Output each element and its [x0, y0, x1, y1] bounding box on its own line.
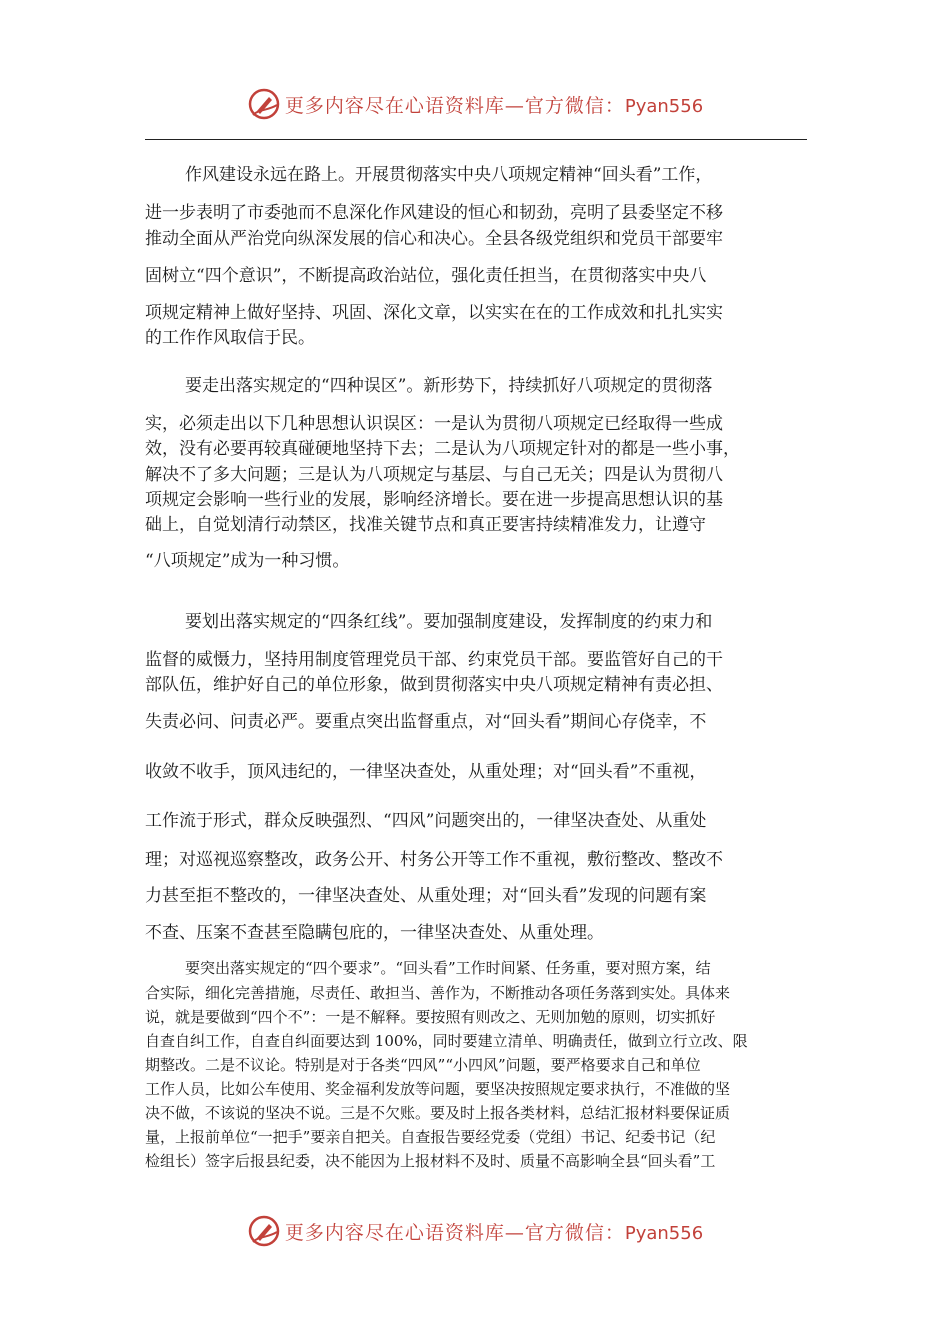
paragraph-line: 项规定精神上做好坚持、巩固、深化文章，以实实在在的工作成效和扎扎实实	[145, 303, 723, 323]
paragraph-line: 失责必问、问责必严。要重点突出监督重点，对“回头看”期间心存侥幸，不	[145, 712, 707, 732]
paragraph-line: 决不做，不该说的坚决不说。三是不欠账。要及时上报各类材料，总结汇报材料要保证质	[145, 1104, 731, 1122]
footer-wechat-id: Pyan556	[624, 1222, 704, 1244]
paragraph-line: 作风建设永远在路上。开展贯彻落实中央八项规定精神“回头看”工作，	[185, 165, 713, 185]
paragraph-line: 要突出落实规定的“四个要求”。“回头看”工作时间紧、任务重，要对照方案，结	[185, 959, 711, 977]
paragraph-line: 说，就是要做到“四个不”：一是不解释。要按照有则改之、无则加勉的原则，切实抓好	[145, 1008, 716, 1026]
paragraph-line: 项规定会影响一些行业的发展，影响经济增长。要在进一步提高思想认识的基	[145, 490, 723, 510]
paragraph-line: 部队伍，维护好自己的单位形象，做到贯彻落实中央八项规定精神有责必担、	[145, 675, 723, 695]
paragraph-line: 要走出落实规定的“四种误区”。新形势下，持续抓好八项规定的贯彻落	[185, 376, 713, 396]
paragraph-line: 检组长）签字后报县纪委，决不能因为上报材料不及时、质量不高影响全县“回头看”工	[145, 1152, 716, 1170]
paragraph-line: 要划出落实规定的“四条红线”。要加强制度建设，发挥制度的约束力和	[185, 612, 713, 632]
paragraph-line: 固树立“四个意识”，不断提高政治站位，强化责任担当，在贯彻落实中央八	[145, 266, 707, 286]
paragraph-line: 的工作作风取信于民。	[145, 328, 315, 348]
paragraph-line: 推动全面从严治党向纵深发展的信心和决心。全县各级党组织和党员干部要牢	[145, 229, 723, 249]
header-banner-text: 更多内容尽在心语资料库—官方微信：Pyan556	[284, 94, 704, 117]
paragraph-line: 础上，自觉划清行动禁区，找准关键节点和真正要害持续精准发力，让遵守	[145, 515, 706, 535]
paragraph-line: 监督的威慑力，坚持用制度管理党员干部、约束党员干部。要监管好自己的干	[145, 650, 723, 670]
paragraph-line: “八项规定”成为一种习惯。	[145, 551, 350, 571]
footer-banner-text: 更多内容尽在心语资料库—官方微信：Pyan556	[284, 1221, 704, 1244]
paragraph-line: 理；对巡视巡察整改，政务公开、村务公开等工作不重视，敷衍整改、整改不	[145, 850, 723, 870]
header-wechat-id: Pyan556	[624, 95, 704, 117]
paragraph-line: 量，上报前单位“一把手”要亲自把关。自查报告要经党委（党组）书记、纪委书记（纪	[145, 1128, 716, 1146]
header-divider	[145, 139, 807, 140]
paragraph-line: 收敛不收手，顶风违纪的，一律坚决查处，从重处理；对“回头看”不重视，	[145, 762, 707, 782]
paragraph-line: 工作人员，比如公车使用、奖金福利发放等问题，要坚决按照规定要求执行，不准做的坚	[145, 1080, 731, 1098]
paragraph-line: 自查自纠工作，自查自纠面要达到 100%，同时要建立清单、明确责任，做到立行立改、限	[145, 1032, 748, 1050]
paragraph-line: 工作流于形式，群众反映强烈、“四风”问题突出的，一律坚决查处、从重处	[145, 811, 707, 831]
paragraph-line: 期整改。二是不议论。特别是对于各类“四风”“小四风”问题，要严格要求自己和单位	[145, 1056, 701, 1074]
paragraph-line: 力甚至拒不整改的，一律坚决查处、从重处理；对“回头看”发现的问题有案	[145, 886, 707, 906]
header-banner	[0, 84, 950, 124]
pen-logo-icon	[247, 1214, 281, 1248]
footer-banner	[0, 1211, 950, 1251]
pen-logo-icon	[247, 87, 281, 121]
paragraph-line: 合实际，细化完善措施，尽责任、敢担当、善作为，不断推动各项任务落到实处。具体来	[145, 984, 731, 1002]
paragraph-line: 效，没有必要再较真碰硬地坚持下去；二是认为八项规定针对的都是一些小事，	[145, 439, 740, 459]
paragraph-line: 进一步表明了市委弛而不息深化作风建设的恒心和韧劲，亮明了县委坚定不移	[145, 203, 723, 223]
paragraph-line: 不查、压案不查甚至隐瞒包庇的，一律坚决查处、从重处理。	[145, 923, 604, 943]
paragraph-line: 实，必须走出以下几种思想认识误区：一是认为贯彻八项规定已经取得一些成	[145, 414, 723, 434]
paragraph-line: 解决不了多大问题；三是认为八项规定与基层、与自己无关；四是认为贯彻八	[145, 465, 723, 485]
